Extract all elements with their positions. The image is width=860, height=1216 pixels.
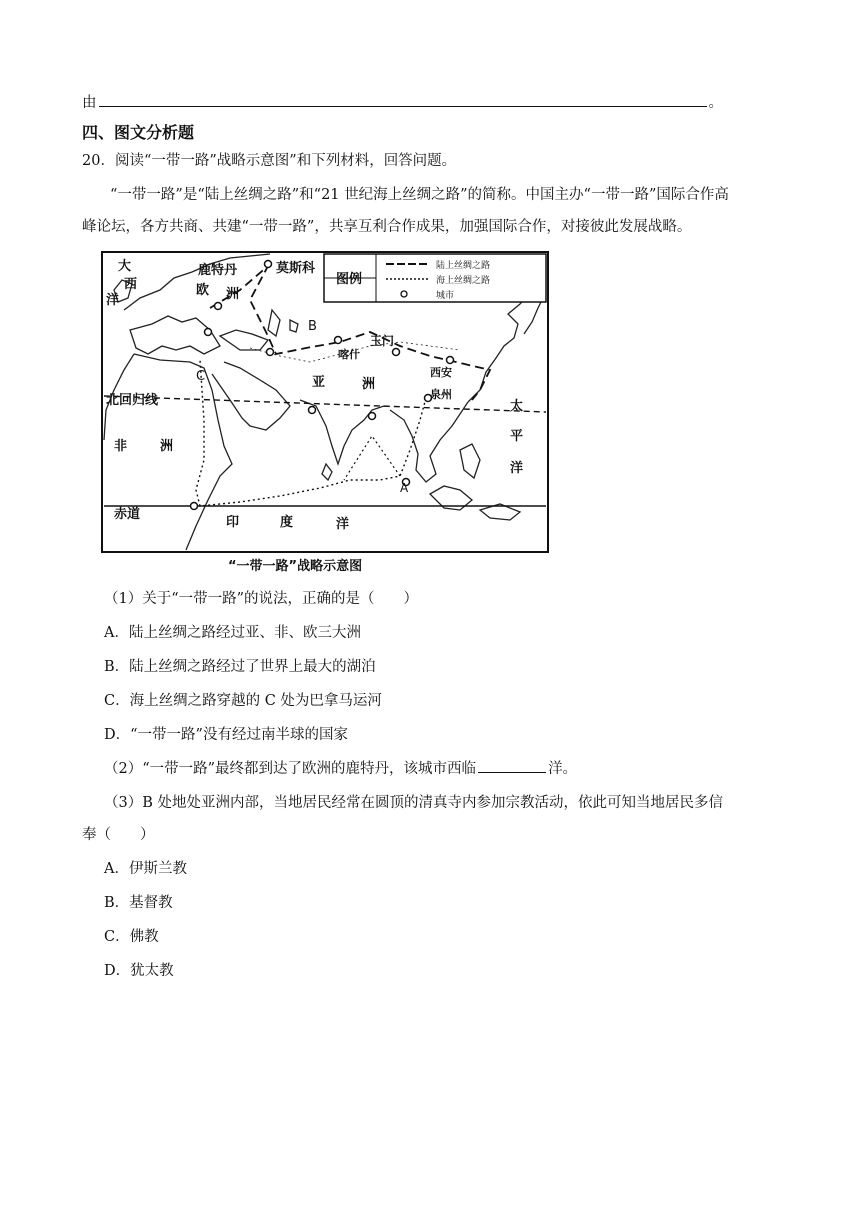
label-indian-3: 洋 [336, 517, 350, 532]
legend-title: 图例 [336, 272, 363, 287]
legend-sea-route: 海上丝绸之路 [436, 276, 491, 286]
label-point-a: A [400, 481, 409, 495]
label-equator: 赤道 [114, 507, 141, 522]
label-indian-2: 度 [280, 515, 294, 530]
legend-city: 城市 [436, 291, 455, 301]
label-europe-2: 洲 [226, 287, 240, 302]
label-europe-1: 欧 [196, 283, 210, 298]
answer-blank-long[interactable] [99, 92, 707, 107]
material-paragraph-line-1: “一带一路”是“陆上丝绸之路”和“21 世纪海上丝绸之路”的简称。中国主办“一带一路”国际合作高 [110, 187, 729, 203]
label-pacific-1: 太 [510, 399, 524, 414]
label-africa-1: 非 [114, 439, 128, 454]
label-rotterdam: 鹿特丹 [198, 263, 238, 278]
label-xian: 西安 [430, 366, 452, 379]
sub2-text-after: 洋。 [548, 761, 578, 777]
label-tropic: 北回归线 [106, 393, 159, 408]
label-asia-1: 亚 [312, 375, 326, 390]
label-atlantic-1: 大 [118, 259, 132, 274]
sub3-line-1: （3）B 处地处亚洲内部，当地居民经常在圆顶的清真寺内参加宗教活动，依此可知当地居民多信 [104, 795, 723, 811]
label-moscow: 莫斯科 [276, 261, 316, 276]
label-yumen: 玉门 [370, 334, 395, 348]
sub3-option-a[interactable]: A．伊斯兰教 [104, 861, 187, 877]
sub1-option-d[interactable]: D．“一带一路”没有经过南半球的国家 [104, 727, 348, 743]
sub3-option-b[interactable]: B．基督教 [104, 895, 173, 911]
label-pacific-2: 平 [510, 429, 524, 444]
label-atlantic-3: 洋 [106, 293, 120, 308]
sub1-option-a[interactable]: A．陆上丝绸之路经过亚、非、欧三大洲 [104, 625, 361, 641]
label-point-c: C [196, 369, 206, 384]
sub2-text-before: （2）“一带一路”最终都到达了欧洲的鹿特丹，该城市西临 [104, 761, 477, 777]
previous-answer-line [82, 92, 723, 114]
prev-answer-suffix: 。 [708, 95, 723, 111]
sub3-option-d[interactable]: D．犹太教 [104, 963, 174, 979]
label-point-b: B [308, 319, 317, 334]
prev-answer-prefix: 由 [82, 95, 97, 111]
section-title: 四、图文分析题 [82, 123, 195, 142]
sub2-line [104, 758, 577, 780]
question-intro: 20．阅读“一带一路”战略示意图”和下列材料，回答问题。 [82, 153, 457, 169]
sub1-option-c[interactable]: C．海上丝绸之路穿越的 C 处为巴拿马运河 [104, 693, 382, 709]
label-africa-2: 洲 [160, 439, 174, 454]
sub3-option-c[interactable]: C．佛教 [104, 929, 159, 945]
map-caption: “一带一路”战略示意图 [228, 559, 363, 574]
label-atlantic-2: 西 [124, 277, 138, 292]
label-kashgar: 喀什 [338, 348, 360, 361]
sub3-line-2: 奉（ ） [82, 827, 155, 843]
map-legend [324, 254, 546, 302]
belt-and-road-map [100, 250, 550, 576]
legend-land-route: 陆上丝绸之路 [436, 261, 491, 271]
label-asia-2: 洲 [362, 377, 376, 392]
sub1-option-b[interactable]: B．陆上丝绸之路经过了世界上最大的湖泊 [104, 659, 376, 675]
label-indian-1: 印 [226, 515, 240, 530]
sub2-answer-blank[interactable] [478, 758, 546, 773]
sub1-stem: （1）关于“一带一路”的说法，正确的是（ ） [104, 591, 419, 607]
label-pacific-3: 洋 [510, 461, 524, 476]
material-paragraph-line-2: 峰论坛，各方共商、共建“一带一路”，共享互利合作成果，加强国际合作，对接彼此发展战略。 [82, 219, 692, 235]
label-quanzhou: 泉州 [430, 388, 452, 401]
